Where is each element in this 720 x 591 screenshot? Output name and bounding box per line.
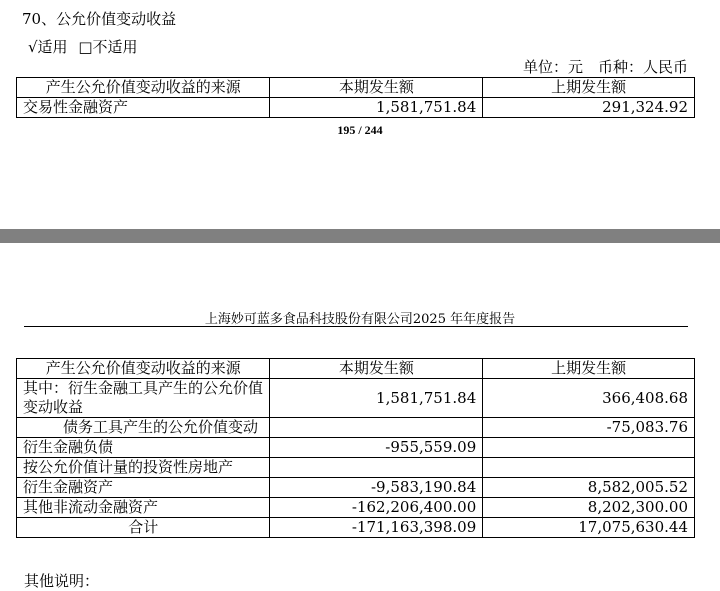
table-header-row [17,359,695,379]
table-row [17,478,695,498]
row-current: -9,583,190.84 [270,478,483,498]
row-current: -171,163,398.09 [270,518,483,538]
table-row [17,458,695,478]
row-source: 衍生金融负债 [17,438,270,458]
row-current: -162,206,400.00 [270,498,483,518]
table-row [17,98,695,118]
row-source: 按公允价值计量的投资性房地产 [17,458,270,478]
row-current [270,418,483,438]
row-source: 其他非流动金融资产 [17,498,270,518]
row-previous: 8,582,005.52 [483,478,695,498]
row-previous: 366,408.68 [483,379,695,418]
row-previous [483,438,695,458]
table-row [17,498,695,518]
table-header-row [17,78,695,98]
table-row [17,379,695,418]
table-total-row [17,518,695,538]
row-source: 衍生金融资产 [17,478,270,498]
col-current-header: 本期发生额 [270,78,483,98]
row-current: -955,559.09 [270,438,483,458]
row-source: 债务工具产生的公允价值变动 [17,418,270,438]
other-notes-label: 其他说明： [24,572,100,590]
row-source: 交易性金融资产 [17,98,270,118]
unit-currency-line: 单位：元 币种：人民币 [522,58,688,76]
applicability-options [28,36,144,57]
col-current-header: 本期发生额 [270,359,483,379]
option-not-applicable: □不适用 [78,38,138,56]
row-current: 1,581,751.84 [270,98,483,118]
col-source-header: 产生公允价值变动收益的来源 [17,78,270,98]
fair-value-table-1 [16,77,695,118]
row-previous [483,458,695,478]
row-current [270,458,483,478]
table-row [17,418,695,438]
row-previous: 8,202,300.00 [483,498,695,518]
table-row [17,438,695,458]
row-previous: 17,075,630.44 [483,518,695,538]
page-separator [0,229,720,243]
page-number: 195 / 244 [337,123,383,137]
row-previous: -75,083.76 [483,418,695,438]
col-source-header: 产生公允价值变动收益的来源 [17,359,270,379]
col-previous-header: 上期发生额 [483,359,695,379]
header-rule [24,326,688,327]
option-applicable: √适用 [28,38,68,56]
fair-value-table-2 [16,358,695,538]
section-title: 70、公允价值变动收益 [22,10,177,28]
row-previous: 291,324.92 [483,98,695,118]
row-source: 其中：衍生金融工具产生的公允价值变动收益 [17,379,270,418]
report-header: 上海妙可蓝多食品科技股份有限公司2025 年年度报告 [204,312,516,327]
row-current: 1,581,751.84 [270,379,483,418]
col-previous-header: 上期发生额 [483,78,695,98]
row-source: 合计 [17,518,270,538]
